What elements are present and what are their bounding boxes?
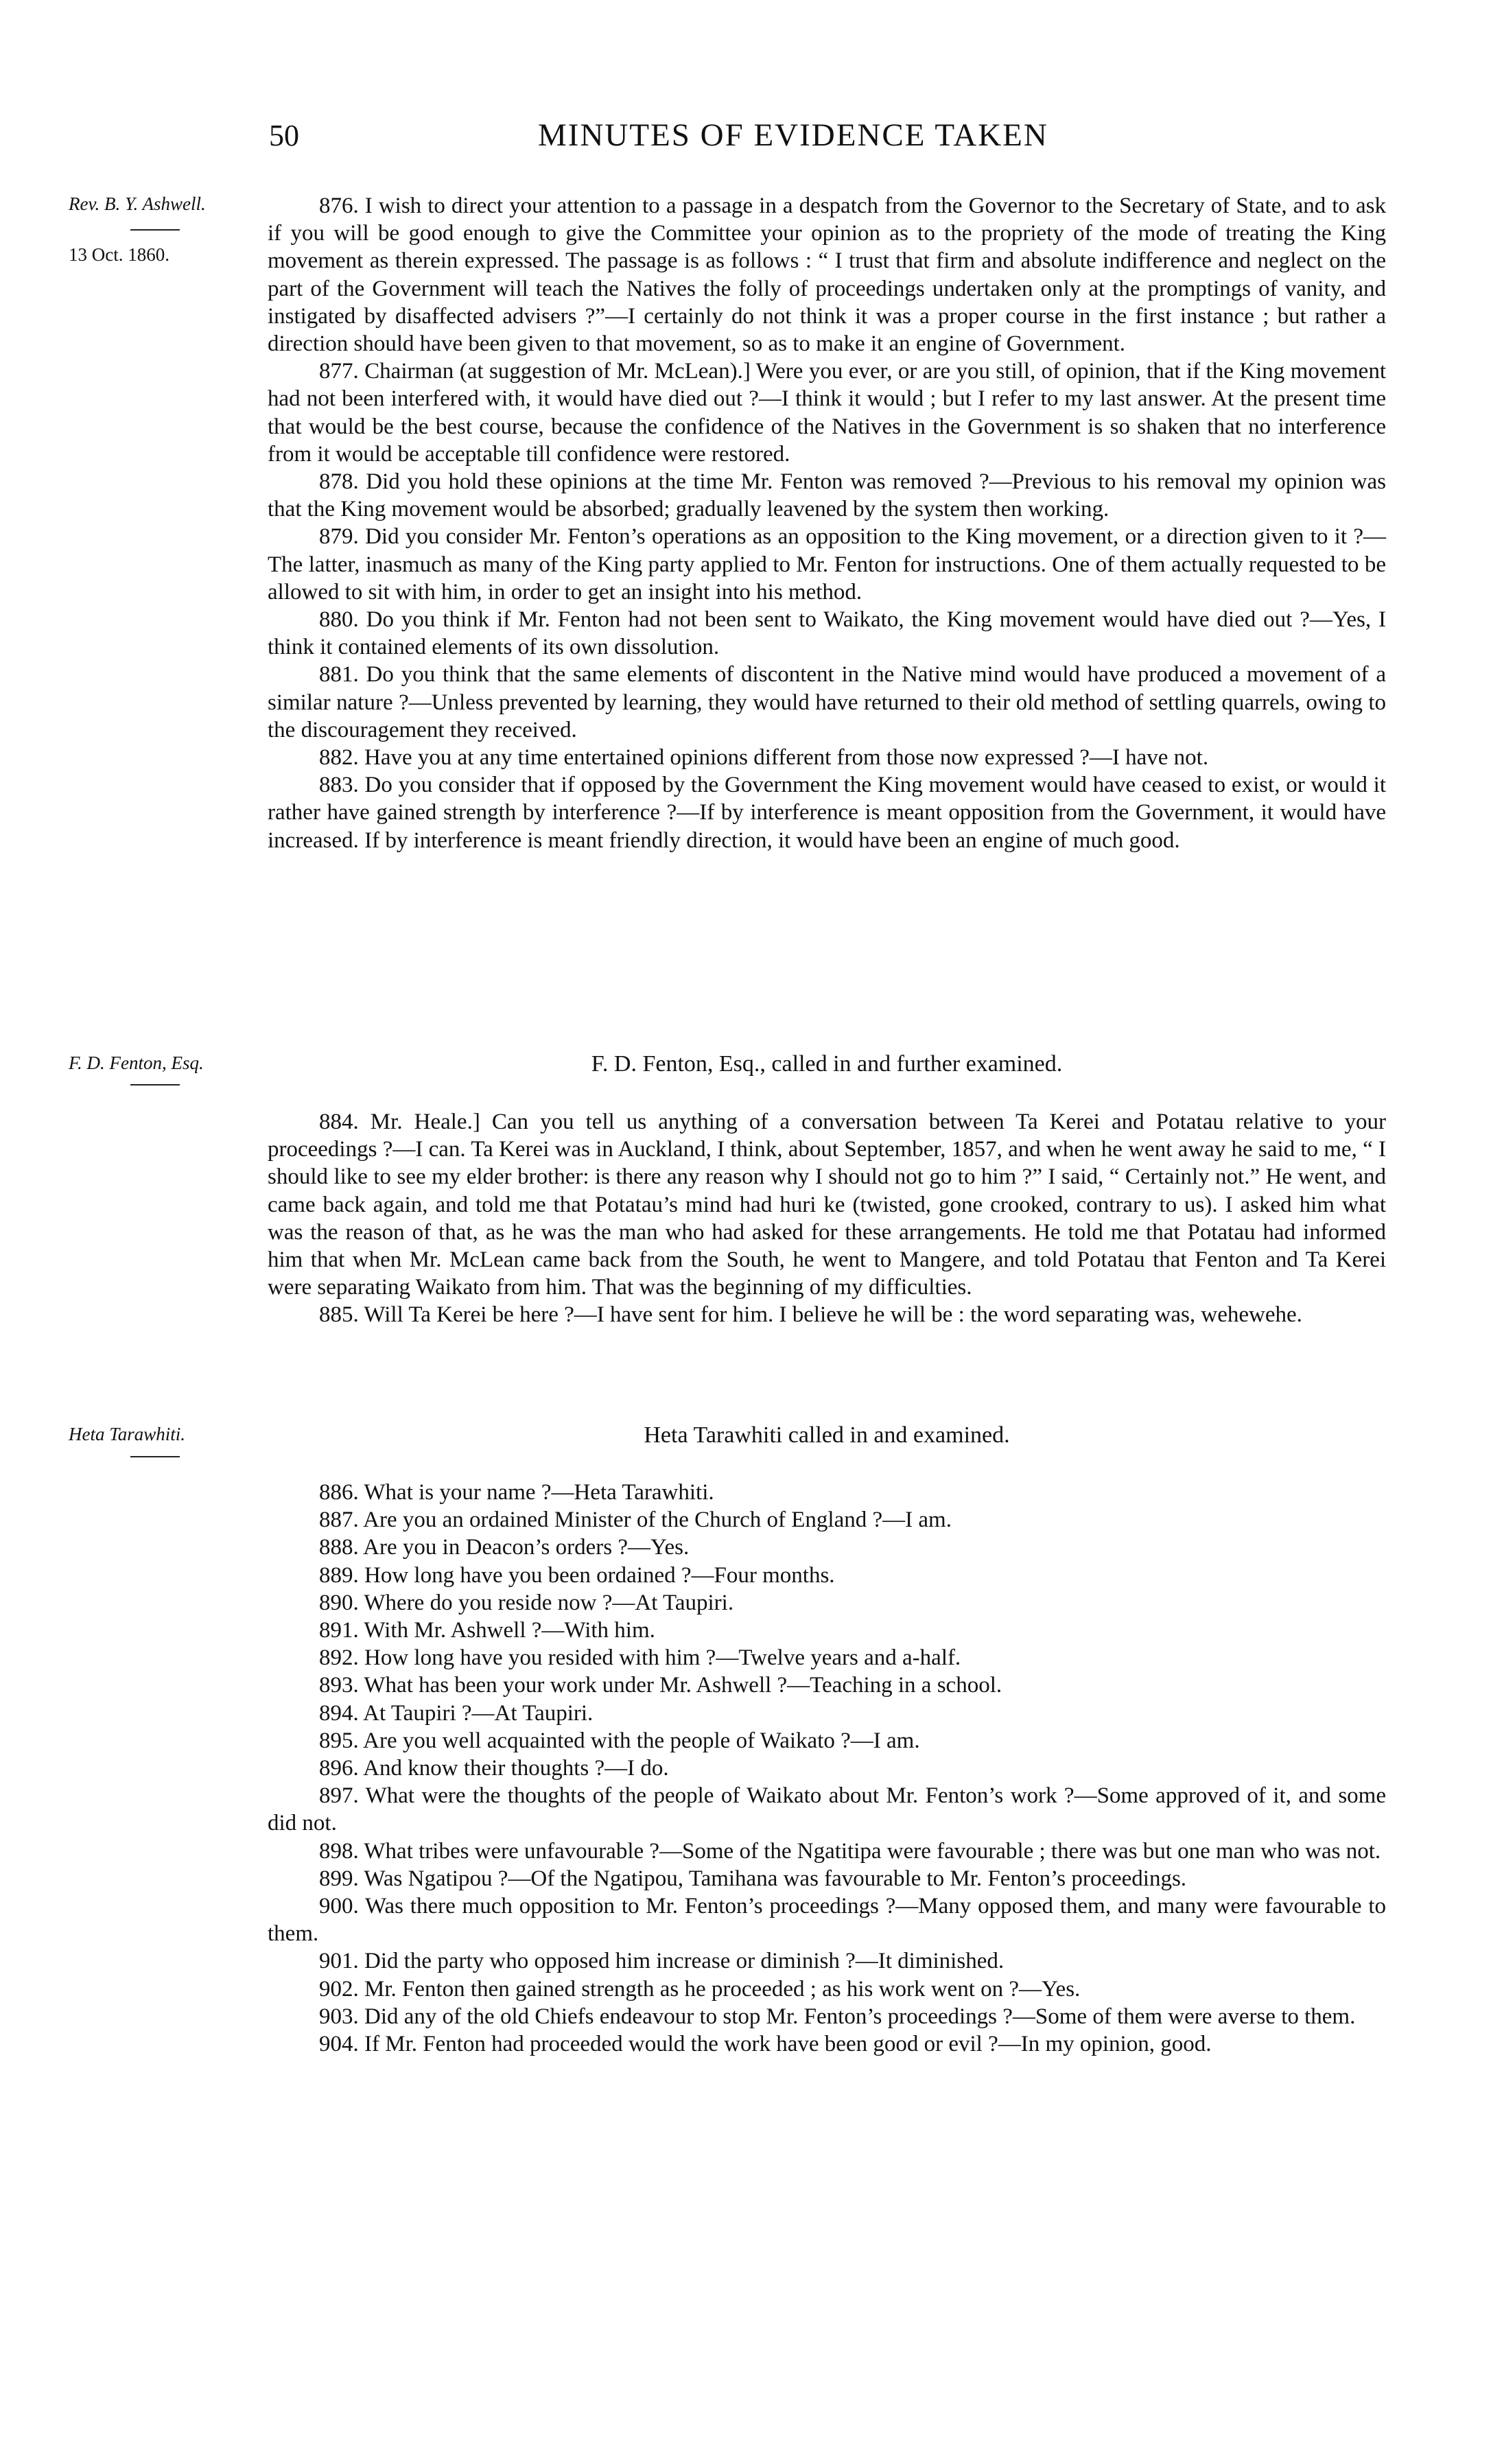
question-898: 898. What tribes were unfavourable ?—Some of the Ngatitipa were favourable ; there was but one man who was not. — [319, 1838, 1381, 1864]
section-heading-fenton: F. D. Fenton, Esq., called in and further examined. — [591, 1051, 1063, 1077]
question-888: 888. Are you in Deacon’s orders ?—Yes. — [319, 1535, 690, 1560]
evidence-section-heta — [268, 1479, 1386, 2058]
margin-rule — [130, 1456, 180, 1457]
question-884: 884. Mr. Heale.] Can you tell us anything of a conversation between Ta Kerei and Potatau relative to your proceedings ?—I can. Ta Kerei was in Auckland, I think, about September, 1857, and when he went away he said to me, “ I should like to see my elder brother: is there any reason why I should not go to him ?” I said, “ Certainly not.” He went, and came back again, and told me that Potatau’s mind had huri ke (twisted, gone crooked, contrary to us). I asked him what was the reason of that, as he was the man who had asked for these arrangements. He told me that Potatau had informed him that when Mr. McLean came back from the South, he went to Mangere, and told Potatau that Fenton and Ta Kerei were separating Waikato from him. That was the beginning of my difficulties. — [268, 1110, 1386, 1300]
question-885: 885. Will Ta Kerei be here ?—I have sent for him. I believe he will be : the word separating was, wehewehe. — [319, 1302, 1302, 1328]
question-891: 891. With Mr. Ashwell ?—With him. — [319, 1618, 655, 1643]
section-heading-heta: Heta Tarawhiti called in and examined. — [644, 1422, 1010, 1448]
question-892: 892. How long have you resided with him ?—Twelve years and a-half. — [319, 1645, 961, 1671]
question-879: 879. Did you consider Mr. Fenton’s operations as an opposition to the King movement, or a direction given to it ?—The latter, inasmuch as many of the King party applied to Mr. Fenton for instructions. One of them actually requested to be allowed to sit with him, in order to get an insight into his method. — [268, 524, 1386, 605]
question-893: 893. What has been your work under Mr. Ashwell ?—Teaching in a school. — [319, 1673, 1002, 1698]
question-895: 895. Are you well acquainted with the people of Waikato ?—I am. — [319, 1728, 920, 1753]
evidence-section-fenton — [268, 1108, 1386, 1329]
question-890: 890. Where do you reside now ?—At Taupiri. — [319, 1590, 734, 1615]
question-896: 896. And know their thoughts ?—I do. — [319, 1756, 669, 1781]
running-title: MINUTES OF EVIDENCE TAKEN — [538, 117, 1048, 153]
margin-rule — [130, 229, 180, 231]
margin-witness-fenton: F. D. Fenton, Esq. — [69, 1053, 204, 1073]
evidence-section-ashwell — [268, 192, 1386, 854]
question-901: 901. Did the party who opposed him increase or diminish ?—It diminished. — [319, 1949, 1005, 1974]
question-887: 887. Are you an ordained Minister of the Church of England ?—I am. — [319, 1507, 952, 1533]
question-904: 904. If Mr. Fenton had proceeded would the work have been good or evil ?—In my opinion, good. — [319, 2032, 1212, 2057]
question-889: 889. How long have you been ordained ?—Four months. — [319, 1562, 835, 1588]
question-881: 881. Do you think that the same elements of discontent in the Native mind would have produced a movement of a similar nature ?—Unless prevented by learning, they would have returned to their old method of settling quarrels, owing to the discouragement they received. — [268, 662, 1386, 742]
question-878: 878. Did you hold these opinions at the time Mr. Fenton was removed ?—Previous to his removal my opinion was that the King movement would be absorbed; gradually leavened by the system then working. — [268, 469, 1386, 522]
question-883: 883. Do you consider that if opposed by the Government the King movement would have ceased to exist, or would it rather have gained strength by interference ?—If by interference is meant opposition from the Government, it would have increased. If by interference is meant friendly direction, it would have been an engine of much good. — [268, 773, 1386, 853]
question-876: 876. I wish to direct your attention to a passage in a despatch from the Governor to the Secretary of State, and to ask if you will be good enough to give the Committee your opinion as to the propriety of the mode of treating the King movement as therein expressed. The passage is as follows : “ I trust that firm and absolute indifference and neglect on the part of the Government will teach the Natives the folly of proceedings undertaken only at the promptings of vanity, and instigated by disaffected advisers ?”—I certainly do not think it was a proper course in the first instance ; but rather a direction should have been given to that movement, so as to make it an engine of Government. — [268, 193, 1386, 357]
question-880: 880. Do you think if Mr. Fenton had not been sent to Waikato, the King movement would have died out ?—Yes, I think it contained elements of its own dissolution. — [268, 607, 1386, 660]
question-897: 897. What were the thoughts of the people of Waikato about Mr. Fenton’s work ?—Some approved of it, and some did not. — [268, 1783, 1386, 1836]
question-882: 882. Have you at any time entertained opinions different from those now expressed ?—I have not. — [319, 745, 1209, 771]
margin-witness-heta: Heta Tarawhiti. — [69, 1424, 186, 1444]
margin-date: 13 Oct. 1860. — [69, 244, 169, 265]
margin-witness-ashwell: Rev. B. Y. Ashwell. — [69, 193, 206, 214]
question-902: 902. Mr. Fenton then gained strength as he proceeded ; as his work went on ?—Yes. — [319, 1976, 1081, 2002]
question-894: 894. At Taupiri ?—At Taupiri. — [319, 1700, 594, 1726]
margin-rule — [130, 1084, 180, 1086]
page-number: 50 — [269, 119, 299, 152]
question-900: 900. Was there much opposition to Mr. Fenton’s proceedings ?—Many opposed them, and many were favourable to them. — [268, 1894, 1386, 1947]
question-903: 903. Did any of the old Chiefs endeavour to stop Mr. Fenton’s proceedings ?—Some of them were averse to them. — [319, 2004, 1356, 2029]
question-886: 886. What is your name ?—Heta Tarawhiti. — [319, 1480, 714, 1505]
question-877: 877. Chairman (at suggestion of Mr. McLean).] Were you ever, or are you still, of opinion, that if the King movement had not been interfered with, it would have died out ?—I think it would ; but I refer to my last answer. At the present time that would be the best course, because the confidence of the Natives in the Government is so shaken that no interference from it would be acceptable till confidence were restored. — [268, 359, 1386, 467]
question-899: 899. Was Ngatipou ?—Of the Ngatipou, Tamihana was favourable to Mr. Fenton’s proceedings. — [319, 1866, 1187, 1891]
